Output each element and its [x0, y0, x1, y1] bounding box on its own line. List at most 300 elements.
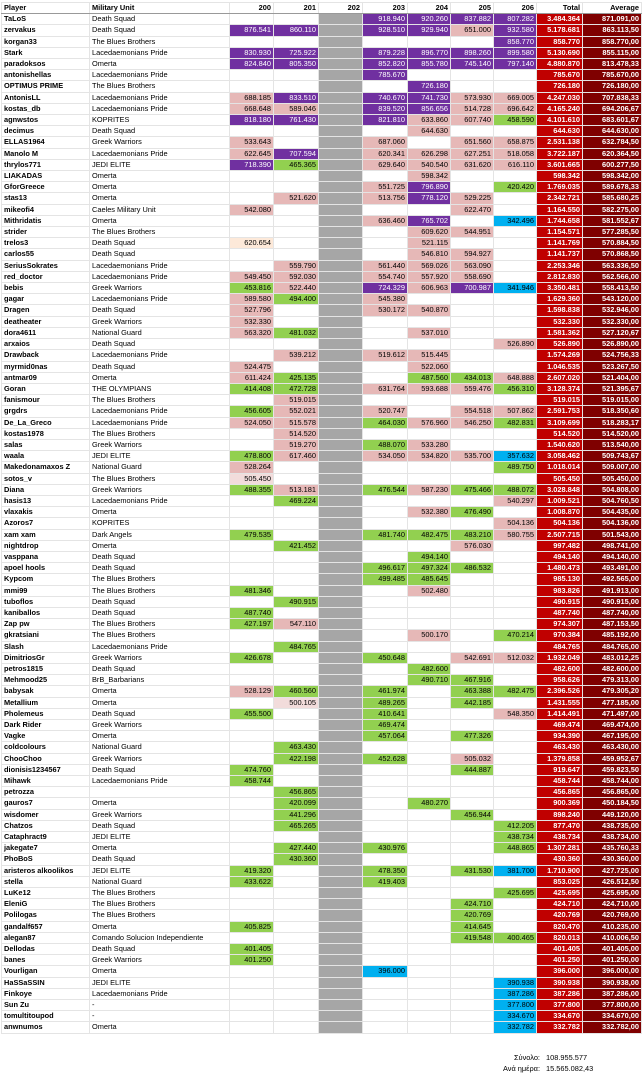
damage-day-206: 332.782: [494, 1022, 537, 1033]
damage-day-200: 401.250: [230, 955, 274, 966]
damage-day-200: [230, 742, 274, 753]
damage-day-201: 707.594: [274, 148, 319, 159]
damage-day-205: [451, 966, 494, 977]
day-202-gap-cell: [319, 652, 363, 663]
day-202-gap-cell: [319, 1022, 363, 1033]
player-name: EleniG: [2, 899, 90, 910]
player-name: AntonisLL: [2, 92, 90, 103]
damage-day-204: 626.298: [408, 148, 451, 159]
damage-day-201: 421.452: [274, 540, 319, 551]
day-202-gap-cell: [319, 843, 363, 854]
damage-day-200: 479.535: [230, 529, 274, 540]
average-damage: 570.884,50: [583, 238, 642, 249]
average-damage: 523.267,50: [583, 361, 642, 372]
damage-day-206: 482.475: [494, 686, 537, 697]
table-row: [2, 204, 642, 215]
day-202-gap-cell: [319, 551, 363, 562]
average-damage: 632.784,50: [583, 137, 642, 148]
damage-day-203: [363, 428, 408, 439]
damage-day-204: 532.380: [408, 507, 451, 518]
damage-day-201: [274, 663, 319, 674]
day-202-gap-cell: [319, 25, 363, 36]
military-unit: THE OLYMPIANS: [90, 383, 230, 394]
total-damage: 958.626: [537, 675, 583, 686]
military-unit: The Blues Brothers: [90, 81, 230, 92]
column-header-day-205: 205: [451, 3, 494, 14]
player-name: Slash: [2, 641, 90, 652]
table-row: [2, 361, 642, 372]
damage-day-205: [451, 854, 494, 865]
damage-day-206: 425.695: [494, 888, 537, 899]
damage-day-206: 377.800: [494, 1000, 537, 1011]
table-row: [2, 663, 642, 674]
player-name: apoel hools: [2, 563, 90, 574]
damage-day-200: [230, 126, 274, 137]
average-damage: 390.938,00: [583, 977, 642, 988]
military-unit: The Blues Brothers: [90, 910, 230, 921]
damage-day-201: [274, 675, 319, 686]
damage-day-200: 401.405: [230, 944, 274, 955]
damage-day-204: [408, 820, 451, 831]
damage-day-204: 490.710: [408, 675, 451, 686]
damage-day-206: 580.755: [494, 529, 537, 540]
damage-day-204: [408, 316, 451, 327]
military-unit: Death Squad: [90, 708, 230, 719]
damage-day-201: [274, 832, 319, 843]
day-202-gap-cell: [319, 473, 363, 484]
day-202-gap-cell: [319, 876, 363, 887]
total-damage: 420.769: [537, 910, 583, 921]
military-unit: Lacedaemonians Pride: [90, 417, 230, 428]
damage-day-204: [408, 988, 451, 999]
damage-day-200: [230, 809, 274, 820]
damage-day-206: 797.140: [494, 59, 537, 70]
total-damage: 1.932.049: [537, 652, 583, 663]
table-row: [2, 944, 642, 955]
player-name: GforGreece: [2, 182, 90, 193]
day-202-gap-cell: [319, 271, 363, 282]
day-202-gap-cell: [319, 619, 363, 630]
average-damage: 532.330,00: [583, 316, 642, 327]
military-unit: Greek Warriors: [90, 753, 230, 764]
damage-day-206: [494, 81, 537, 92]
average-damage: 438.734,00: [583, 832, 642, 843]
damage-day-204: [408, 865, 451, 876]
military-unit: Omerta: [90, 540, 230, 551]
player-name: Stark: [2, 47, 90, 58]
total-damage: 877.470: [537, 820, 583, 831]
day-202-gap-cell: [319, 507, 363, 518]
military-unit: Lacedaemonians Pride: [90, 47, 230, 58]
player-name: DimitriosGr: [2, 652, 90, 663]
damage-day-203: 396.000: [363, 966, 408, 977]
damage-day-205: [451, 126, 494, 137]
damage-day-201: 522.440: [274, 283, 319, 294]
damage-day-205: 463.388: [451, 686, 494, 697]
average-damage: 482.600,00: [583, 663, 642, 674]
damage-day-201: 465.365: [274, 159, 319, 170]
damage-day-203: 519.612: [363, 350, 408, 361]
damage-day-201: [274, 126, 319, 137]
average-damage: 509.007,00: [583, 462, 642, 473]
damage-day-200: [230, 495, 274, 506]
damage-day-200: [230, 260, 274, 271]
damage-day-204: 482.475: [408, 529, 451, 540]
damage-day-200: 419.320: [230, 865, 274, 876]
player-name: TaLoS: [2, 14, 90, 25]
damage-day-204: [408, 876, 451, 887]
day-202-gap-cell: [319, 305, 363, 316]
damage-day-203: [363, 361, 408, 372]
average-damage: 487.153,50: [583, 619, 642, 630]
damage-day-205: [451, 988, 494, 999]
military-unit: KOPRITES: [90, 518, 230, 529]
damage-day-200: [230, 854, 274, 865]
total-damage: 644.630: [537, 126, 583, 137]
player-name: Mihawk: [2, 776, 90, 787]
damage-day-203: 928.510: [363, 25, 408, 36]
damage-day-204: [408, 204, 451, 215]
total-damage: 3.722.187: [537, 148, 583, 159]
damage-day-200: [230, 70, 274, 81]
damage-day-204: 482.600: [408, 663, 451, 674]
player-name: Finkoye: [2, 988, 90, 999]
military-unit: The Blues Brothers: [90, 574, 230, 585]
damage-day-206: [494, 764, 537, 775]
damage-day-201: [274, 70, 319, 81]
table-row: [2, 484, 642, 495]
day-202-gap-cell: [319, 977, 363, 988]
table-row: [2, 899, 642, 910]
damage-day-206: 357.632: [494, 451, 537, 462]
damage-day-206: [494, 899, 537, 910]
player-name: Chatzos: [2, 820, 90, 831]
player-name: ELLAS1964: [2, 137, 90, 148]
damage-day-206: 489.750: [494, 462, 537, 473]
day-202-gap-cell: [319, 462, 363, 473]
damage-day-206: [494, 675, 537, 686]
player-name: kostas_db: [2, 103, 90, 114]
day-202-gap-cell: [319, 675, 363, 686]
total-damage: 898.240: [537, 809, 583, 820]
average-damage: 858.770,00: [583, 36, 642, 47]
military-unit: Omerta: [90, 686, 230, 697]
player-name: Mithridatis: [2, 215, 90, 226]
damage-day-200: [230, 171, 274, 182]
damage-day-205: 477.326: [451, 731, 494, 742]
player-name: vasppana: [2, 551, 90, 562]
average-damage: 570.868,50: [583, 249, 642, 260]
average-damage: 589.678,33: [583, 182, 642, 193]
total-damage: 900.369: [537, 798, 583, 809]
average-damage: 334.670,00: [583, 1011, 642, 1022]
damage-day-201: [274, 215, 319, 226]
average-damage: 479.305,20: [583, 686, 642, 697]
average-damage: 491.913,00: [583, 585, 642, 596]
damage-day-203: [363, 832, 408, 843]
column-header-unit: Military Unit: [90, 3, 230, 14]
table-row: [2, 1011, 642, 1022]
damage-day-205: [451, 36, 494, 47]
player-name: Vourligan: [2, 966, 90, 977]
damage-day-204: [408, 731, 451, 742]
damage-day-204: 587.230: [408, 484, 451, 495]
damage-day-205: [451, 70, 494, 81]
player-name: stas13: [2, 193, 90, 204]
damage-day-205: [451, 742, 494, 753]
military-unit: Lacedaemonians Pride: [90, 148, 230, 159]
average-damage: 644.630,00: [583, 126, 642, 137]
total-damage: 425.695: [537, 888, 583, 899]
damage-day-204: 855.780: [408, 59, 451, 70]
damage-day-201: [274, 876, 319, 887]
average-damage: 463.430,00: [583, 742, 642, 753]
military-unit: Lacedaemonians Pride: [90, 92, 230, 103]
player-name: carlos55: [2, 249, 90, 260]
damage-day-203: 488.070: [363, 439, 408, 450]
day-202-gap-cell: [319, 697, 363, 708]
table-row: [2, 294, 642, 305]
damage-day-200: 830.930: [230, 47, 274, 58]
day-202-gap-cell: [319, 92, 363, 103]
player-name: zervakus: [2, 25, 90, 36]
total-damage: 2.591.753: [537, 406, 583, 417]
damage-day-201: [274, 731, 319, 742]
total-damage: 456.865: [537, 787, 583, 798]
damage-day-201: 427.440: [274, 843, 319, 854]
average-damage: 562.566,00: [583, 271, 642, 282]
damage-day-204: [408, 495, 451, 506]
player-name: red_doctor: [2, 271, 90, 282]
day-202-gap-cell: [319, 361, 363, 372]
total-damage: 1.769.035: [537, 182, 583, 193]
damage-day-200: 458.744: [230, 776, 274, 787]
player-name: Dark Rider: [2, 720, 90, 731]
player-name: stella: [2, 876, 90, 887]
average-damage: 558.413,50: [583, 283, 642, 294]
damage-day-201: [274, 137, 319, 148]
table-row: [2, 148, 642, 159]
damage-day-205: 651.560: [451, 137, 494, 148]
damage-day-203: 551.725: [363, 182, 408, 193]
total-damage: 2.396.526: [537, 686, 583, 697]
day-202-gap-cell: [319, 988, 363, 999]
day-202-gap-cell: [319, 854, 363, 865]
day-202-gap-cell: [319, 495, 363, 506]
damage-day-205: 627.251: [451, 148, 494, 159]
day-202-gap-cell: [319, 59, 363, 70]
damage-day-203: [363, 932, 408, 943]
damage-day-203: [363, 395, 408, 406]
average-damage: 435.760,33: [583, 843, 642, 854]
damage-day-206: [494, 607, 537, 618]
total-damage: 1.018.014: [537, 462, 583, 473]
damage-day-200: [230, 1011, 274, 1022]
table-row: [2, 182, 642, 193]
damage-day-205: [451, 428, 494, 439]
table-row: [2, 731, 642, 742]
damage-day-201: [274, 1011, 319, 1022]
average-damage: 521.395,67: [583, 383, 642, 394]
damage-day-201: [274, 563, 319, 574]
table-row: [2, 350, 642, 361]
damage-day-206: 658.875: [494, 137, 537, 148]
military-unit: Omerta: [90, 731, 230, 742]
damage-day-206: 518.058: [494, 148, 537, 159]
average-damage: 479.313,00: [583, 675, 642, 686]
damage-day-204: [408, 1022, 451, 1033]
damage-day-203: 452.628: [363, 753, 408, 764]
damage-day-204: 598.342: [408, 171, 451, 182]
military-unit: Death Squad: [90, 305, 230, 316]
damage-day-205: [451, 81, 494, 92]
player-name: LIAKADAS: [2, 171, 90, 182]
military-unit: Omerta: [90, 215, 230, 226]
damage-day-200: [230, 675, 274, 686]
day-202-gap-cell: [319, 294, 363, 305]
player-name: vlaxakis: [2, 507, 90, 518]
damage-day-200: 527.796: [230, 305, 274, 316]
player-name: alegan87: [2, 932, 90, 943]
total-damage: 4.165.240: [537, 103, 583, 114]
day-202-gap-cell: [319, 630, 363, 641]
player-name: gkratsiani: [2, 630, 90, 641]
damage-day-204: [408, 339, 451, 350]
day-202-gap-cell: [319, 383, 363, 394]
damage-day-203: 918.940: [363, 14, 408, 25]
damage-day-205: 467.916: [451, 675, 494, 686]
military-unit: Death Squad: [90, 854, 230, 865]
damage-day-206: [494, 966, 537, 977]
damage-day-205: [451, 708, 494, 719]
damage-day-201: 500.105: [274, 697, 319, 708]
day-202-gap-cell: [319, 249, 363, 260]
damage-day-200: 433.622: [230, 876, 274, 887]
table-row: [2, 697, 642, 708]
table-row: [2, 675, 642, 686]
damage-day-203: [363, 1011, 408, 1022]
damage-day-204: [408, 966, 451, 977]
day-202-gap-cell: [319, 439, 363, 450]
military-unit: Lacedaemonians Pride: [90, 271, 230, 282]
military-unit: Omerta: [90, 59, 230, 70]
day-202-gap-cell: [319, 70, 363, 81]
average-damage: 871.091,00: [583, 14, 642, 25]
damage-day-203: [363, 630, 408, 641]
damage-day-205: 442.185: [451, 697, 494, 708]
total-damage: 514.520: [537, 428, 583, 439]
day-202-gap-cell: [319, 238, 363, 249]
damage-day-205: [451, 876, 494, 887]
average-damage: 483.012,25: [583, 652, 642, 663]
damage-day-203: [363, 663, 408, 674]
table-row: [2, 641, 642, 652]
damage-day-203: 464.030: [363, 417, 408, 428]
average-damage: 377.800,00: [583, 1000, 642, 1011]
average-damage: 477.185,00: [583, 697, 642, 708]
damage-day-205: [451, 238, 494, 249]
damage-day-204: [408, 395, 451, 406]
damage-day-203: [363, 607, 408, 618]
day-202-gap-cell: [319, 451, 363, 462]
damage-day-205: [451, 574, 494, 585]
damage-day-206: 932.580: [494, 25, 537, 36]
damage-day-206: 540.297: [494, 495, 537, 506]
damage-day-206: [494, 428, 537, 439]
damage-day-201: [274, 551, 319, 562]
damage-day-205: 414.645: [451, 921, 494, 932]
military-unit: KOPRITES: [90, 115, 230, 126]
damage-day-204: [408, 473, 451, 484]
player-name: gagar: [2, 294, 90, 305]
day-202-gap-cell: [319, 159, 363, 170]
total-damage: 983.826: [537, 585, 583, 596]
damage-day-203: [363, 641, 408, 652]
damage-day-203: 496.617: [363, 563, 408, 574]
damage-day-205: [451, 798, 494, 809]
military-unit: JEDI ELITE: [90, 865, 230, 876]
damage-day-201: [274, 988, 319, 999]
damage-day-205: 476.490: [451, 507, 494, 518]
damage-day-206: 420.420: [494, 182, 537, 193]
military-unit: Omerta: [90, 798, 230, 809]
damage-day-201: 469.224: [274, 495, 319, 506]
military-unit: Greek Warriors: [90, 484, 230, 495]
day-202-gap-cell: [319, 350, 363, 361]
damage-day-200: 455.500: [230, 708, 274, 719]
military-unit: Lacedaemonians Pride: [90, 350, 230, 361]
damage-day-206: [494, 921, 537, 932]
table-row: [2, 495, 642, 506]
player-name: grgdrs: [2, 406, 90, 417]
damage-day-204: [408, 697, 451, 708]
damage-day-201: [274, 708, 319, 719]
player-name: Mehmood25: [2, 675, 90, 686]
military-unit: Lacedaemonians Pride: [90, 103, 230, 114]
damage-day-204: [408, 540, 451, 551]
damage-day-206: 526.890: [494, 339, 537, 350]
average-damage: 425.695,00: [583, 888, 642, 899]
player-name: petros1815: [2, 663, 90, 674]
day-202-gap-cell: [319, 809, 363, 820]
player-name: deatheater: [2, 316, 90, 327]
total-damage: 726.180: [537, 81, 583, 92]
player-name: Pholemeus: [2, 708, 90, 719]
damage-day-200: [230, 574, 274, 585]
player-name: xam xam: [2, 529, 90, 540]
damage-day-204: [408, 742, 451, 753]
damage-day-201: 460.560: [274, 686, 319, 697]
damage-day-201: 833.510: [274, 92, 319, 103]
day-202-gap-cell: [319, 484, 363, 495]
damage-day-205: 576.030: [451, 540, 494, 551]
damage-day-205: [451, 439, 494, 450]
military-unit: Lacedaemonians Pride: [90, 260, 230, 271]
damage-day-204: 778.120: [408, 193, 451, 204]
average-damage: 458.744,00: [583, 776, 642, 787]
day-202-gap-cell: [319, 182, 363, 193]
total-damage: 858.770: [537, 36, 583, 47]
average-damage: 332.782,00: [583, 1022, 642, 1033]
day-202-gap-cell: [319, 686, 363, 697]
total-damage: 4.247.030: [537, 92, 583, 103]
damage-day-203: 631.764: [363, 383, 408, 394]
total-damage: 430.360: [537, 854, 583, 865]
damage-day-205: [451, 182, 494, 193]
total-damage: 484.765: [537, 641, 583, 652]
table-row: [2, 585, 642, 596]
military-unit: Greek Warriors: [90, 283, 230, 294]
